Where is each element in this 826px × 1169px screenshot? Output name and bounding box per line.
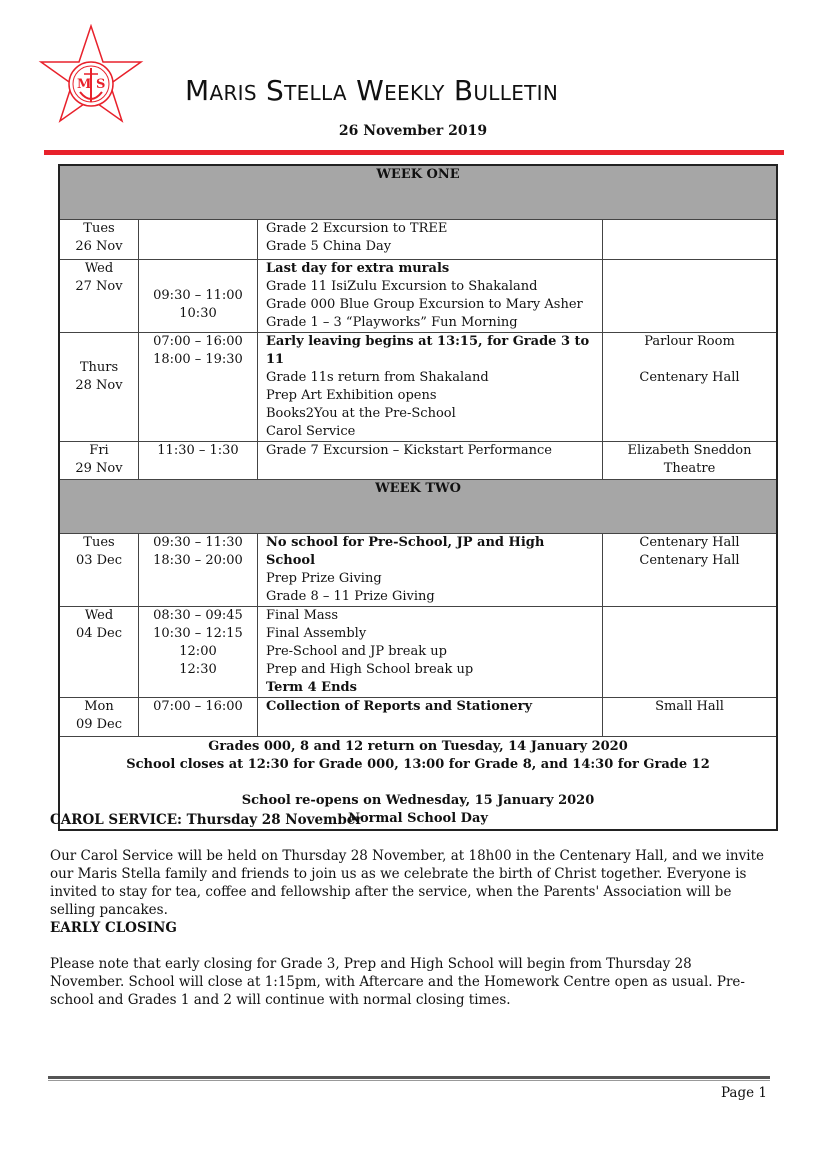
table-row: [59, 260, 777, 333]
event-text: Grade 7 Excursion – Kickstart Performance: [266, 443, 552, 458]
table-row: [59, 333, 777, 442]
venue-text: Centenary Hall: [639, 370, 740, 385]
time-cell: [139, 333, 258, 442]
time-text: 07:00 – 16:00: [153, 334, 243, 349]
section-heading: EARLY CLOSING: [50, 920, 177, 936]
event-cell: [258, 698, 603, 737]
event-text: Grade 11s return from Shakaland: [266, 370, 489, 385]
day-date: 29 Nov: [75, 461, 123, 476]
venue-text: Elizabeth Sneddon: [627, 443, 752, 458]
time-text: 12:30: [179, 662, 217, 677]
venue-text: Small Hall: [655, 699, 724, 714]
time-cell: [139, 220, 258, 260]
time-cell: [139, 534, 258, 607]
table-row: [59, 220, 777, 260]
section-heading: CAROL SERVICE: Thursday 28 November: [50, 812, 363, 828]
notice-text: Grades 000, 8 and 12 return on Tuesday, 14 January 2020: [208, 739, 628, 754]
time-cell: [139, 260, 258, 333]
notice-text: School re-opens on Wednesday, 15 January 2020: [241, 793, 595, 808]
time-text: 08:30 – 09:45: [153, 608, 243, 623]
table-row: [59, 698, 777, 737]
day-date: 04 Dec: [75, 626, 123, 641]
event-text: Grade 5 China Day: [266, 239, 392, 254]
time-text: 09:30 – 11:00: [153, 288, 243, 303]
time-cell: [139, 698, 258, 737]
table-row: [59, 534, 777, 607]
venue-text: Parlour Room: [644, 334, 735, 349]
bulletin-title: Maris Stella Weekly Bulletin: [185, 74, 559, 107]
event-text: Grade 11 IsiZulu Excursion to Shakaland: [266, 279, 538, 294]
day-date: 27 Nov: [75, 279, 123, 294]
notice-text: Normal School Day: [348, 811, 488, 826]
early-closing-section: [50, 919, 770, 1009]
time-text: 18:30 – 20:00: [153, 553, 243, 568]
day-cell: [59, 333, 139, 442]
day-cell: [59, 607, 139, 698]
table-row: [59, 442, 777, 480]
footer-divider: [48, 1076, 770, 1079]
time-text: 11:30 – 1:30: [157, 443, 239, 458]
day-cell: [59, 220, 139, 260]
schedule-table: [58, 164, 778, 831]
time-text: 09:30 – 11:30: [153, 535, 243, 550]
section-body: Our Carol Service will be held on Thursday 28 November, at 18h00 in the Centenary Hall, and we invite our Maris Stella family and friends to join us as we celebrate the birth of Christ together. Everyone is invited to stay for tea, coffee and fellowship after the service, when the Parents' Association will be selling pancakes.: [50, 848, 764, 918]
week-one-header-row: [59, 165, 777, 220]
day-date: 03 Dec: [75, 553, 123, 568]
svg-text:M: M: [77, 77, 92, 92]
venue-cell: [603, 607, 778, 698]
day-date: 28 Nov: [75, 378, 123, 393]
venue-text: Theatre: [663, 461, 716, 476]
day-name: Fri: [89, 443, 109, 458]
venue-cell: [603, 442, 778, 480]
time-cell: [139, 607, 258, 698]
event-text: Books2You at the Pre-School: [266, 406, 456, 421]
table-row: [59, 607, 777, 698]
time-text: 12:00: [179, 644, 217, 659]
venue-cell: [603, 698, 778, 737]
day-name: Wed: [84, 608, 114, 623]
notice-text: School closes at 12:30 for Grade 000, 13:00 for Grade 8, and 14:30 for Grade 12: [126, 757, 710, 772]
venue-cell: [603, 333, 778, 442]
event-text: Grade 1 – 3 “Playworks” Fun Morning: [266, 315, 518, 330]
week-two-label: WEEK TWO: [59, 480, 777, 534]
event-cell: [258, 333, 603, 442]
event-cell: [258, 260, 603, 333]
day-cell: [59, 698, 139, 737]
day-cell: [59, 260, 139, 333]
time-text: 10:30 – 12:15: [153, 626, 243, 641]
event-text: Grade 000 Blue Group Excursion to Mary Asher: [266, 297, 583, 312]
event-text: Pre-School and JP break up: [266, 644, 447, 659]
event-text: Term 4 Ends: [266, 680, 357, 695]
day-name: Tues: [83, 535, 115, 550]
week-one-label: WEEK ONE: [59, 165, 777, 220]
day-name: Wed: [84, 261, 114, 276]
time-text: 10:30: [179, 306, 217, 321]
event-cell: [258, 442, 603, 480]
week-two-header-row: [59, 480, 777, 534]
event-text: Collection of Reports and Stationery: [266, 699, 533, 714]
bulletin-date: 26 November 2019: [338, 123, 488, 139]
footer-divider-thin: [48, 1080, 770, 1081]
day-name: Tues: [83, 221, 115, 236]
day-cell: [59, 442, 139, 480]
venue-text: Centenary Hall: [639, 553, 740, 568]
event-text: Prep Art Exhibition opens: [266, 388, 437, 403]
venue-cell: [603, 534, 778, 607]
day-date: 26 Nov: [75, 239, 123, 254]
venue-text: Centenary Hall: [639, 535, 740, 550]
event-text: Grade 8 – 11 Prize Giving: [266, 589, 435, 604]
event-text: Last day for extra murals: [266, 261, 450, 276]
day-cell: [59, 534, 139, 607]
time-text: 07:00 – 16:00: [153, 699, 243, 714]
time-text: 18:00 – 19:30: [153, 352, 243, 367]
day-date: 09 Dec: [75, 717, 123, 732]
event-text: Final Mass: [266, 608, 338, 623]
day-name: Mon: [84, 699, 114, 714]
event-text: Grade 2 Excursion to TREE: [266, 221, 448, 236]
school-star-logo: [38, 24, 144, 128]
event-text: No school for Pre-School, JP and High School: [266, 535, 545, 568]
event-text: Early leaving begins at 13:15, for Grade 3 to 11: [266, 334, 590, 367]
venue-cell: [603, 260, 778, 333]
time-cell: [139, 442, 258, 480]
venue-cell: [603, 220, 778, 260]
event-cell: [258, 607, 603, 698]
event-text: Carol Service: [266, 424, 356, 439]
section-body: Please note that early closing for Grade 3, Prep and High School will begin from Thursday 28 November. School will close at 1:15pm, with Aftercare and the Homework Centre open as usual. Pre-school and Grades 1 and 2 will continue with normal closing times.: [50, 956, 745, 1008]
event-cell: [258, 220, 603, 260]
svg-text:S: S: [96, 77, 106, 92]
carol-service-section: [50, 811, 770, 919]
event-text: Prep and High School break up: [266, 662, 474, 677]
page-number: Page 1: [720, 1085, 767, 1101]
event-text: Prep Prize Giving: [266, 571, 382, 586]
event-text: Final Assembly: [266, 626, 367, 641]
event-cell: [258, 534, 603, 607]
day-name: Thurs: [79, 360, 119, 375]
header-divider: [44, 150, 784, 155]
